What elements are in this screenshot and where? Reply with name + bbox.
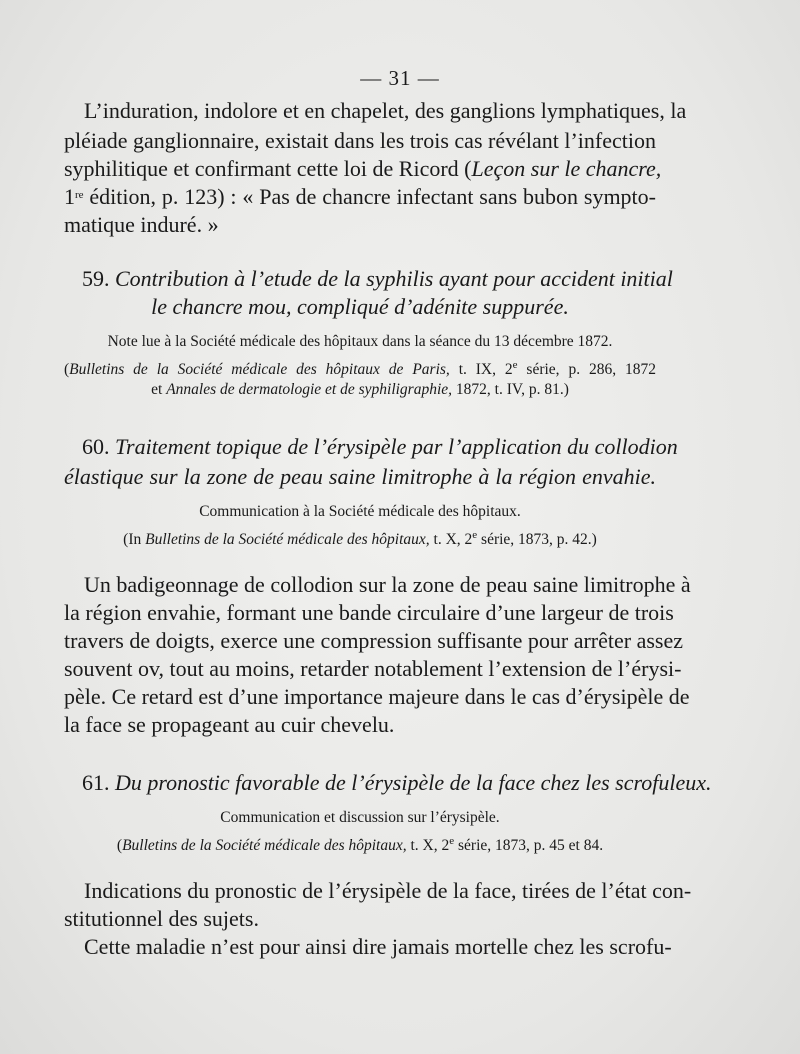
section-60-body-1: Un badigeonnage de collodion sur la zone de peau saine limitrophe à <box>84 572 691 597</box>
section-59-title-2: le chancre mou, compliqué d’adénite suppurée. <box>151 294 569 319</box>
section-60-heading <box>82 434 678 459</box>
section-59-title-1: Contribution à l’etude de la syphilis ayant pour accident initial <box>115 266 673 291</box>
intro-line-1: L’induration, indolore et en chapelet, des ganglions lymphatiques, la <box>84 98 687 123</box>
section-59-number: 59. <box>82 266 110 291</box>
section-61-body-1: Indications du pronostic de l’érysipèle de la face, tirées de l’état con- <box>84 878 692 903</box>
section-60-body-2: la région envahie, formant une bande circulaire d’une largeur de trois <box>64 600 674 625</box>
intro-line-2: pléiade ganglionnaire, existait dans les trois cas révélant l’infection <box>64 128 656 153</box>
section-61-ref: (Bulletins de la Société médicale des hôpitaux, t. X, 2e série, 1873, p. 45 et 84. <box>116 835 604 854</box>
intro-line-5: matique induré. » <box>64 212 219 237</box>
intro-line-4: 1re édition, p. 123) : « Pas de chancre infectant sans bubon sympto- <box>64 184 656 209</box>
section-61-body-2: stitutionnel des sujets. <box>64 906 259 931</box>
section-59-ref-2: et Annales de dermatologie et de syphiligraphie, 1872, t. IV, p. 81.) <box>151 381 569 398</box>
section-61-title-1: Du pronostic favorable de l’érysipèle de la face chez les scrofuleux. <box>115 770 712 795</box>
section-60-title-1: Traitement topique de l’érysipèle par l’application du collodion <box>115 434 678 459</box>
section-60-body-6: la face se propageant au cuir chevelu. <box>64 712 395 737</box>
section-60-number: 60. <box>82 434 110 459</box>
section-61-heading <box>82 770 712 795</box>
section-60-note: Communication à la Société médicale des hôpitaux. <box>199 503 521 520</box>
intro-line-3: syphilitique et confirmant cette loi de Ricord (Leçon sur le chancre, <box>64 156 662 181</box>
page-number: — 31 — <box>360 66 440 90</box>
section-59-heading <box>82 266 673 291</box>
section-60-body-5: pèle. Ce retard est d’une importance majeure dans le cas d’érysipèle de <box>64 684 690 709</box>
section-60-body-4: souvent ov, tout au moins, retarder notablement l’extension de l’érysi- <box>64 656 682 681</box>
section-61-body-3: Cette maladie n’est pour ainsi dire jamais mortelle chez les scrofu- <box>84 934 672 959</box>
section-59-note: Note lue à la Société médicale des hôpitaux dans la séance du 13 décembre 1872. <box>107 333 613 350</box>
section-60-title-2: élastique sur la zone de peau saine limitrophe à la région envahie. <box>64 464 656 489</box>
section-61-note: Communication et discussion sur l’érysipèle. <box>220 809 500 826</box>
section-60-ref: (In Bulletins de la Société médicale des hôpitaux, t. X, 2e série, 1873, p. 42.) <box>123 529 597 548</box>
section-59-ref-1: (Bulletins de la Société médicale des hôpitaux de Paris, t. IX, 2e série, p. 286, 1872 <box>64 359 656 378</box>
section-60-body-3: travers de doigts, exerce une compression suffisante pour arrêter assez <box>64 628 684 653</box>
section-61-number: 61. <box>82 770 110 795</box>
